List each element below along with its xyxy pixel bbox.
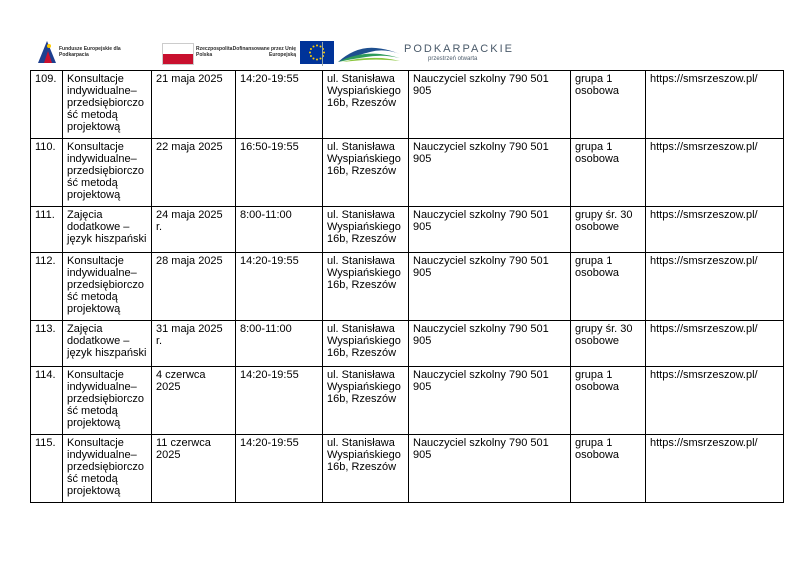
contact-cell: Nauczyciel szkolny 790 501 905 [409,367,571,435]
address-cell: ul. Stanisława Wyspiańskiego 16b, Rzeszów [323,367,409,435]
row-number: 112. [31,253,63,321]
row-number: 111. [31,207,63,253]
date-cell: 24 maja 2025 r. [152,207,236,253]
time-cell: 14:20-19:55 [236,367,323,435]
row-number: 114. [31,367,63,435]
activity-cell: Zajęcia dodatkowe – język hiszpański [63,207,152,253]
logo-separator [322,42,323,66]
group-cell: grupy śr. 30 osobowe [571,207,646,253]
table-row [31,435,784,503]
website-link[interactable]: https://smsrzeszow.pl/ [646,367,784,435]
website-link[interactable]: https://smsrzeszow.pl/ [646,435,784,503]
website-link[interactable]: https://smsrzeszow.pl/ [646,321,784,367]
group-cell: grupa 1 osobowa [571,71,646,139]
group-cell: grupa 1 osobowa [571,435,646,503]
date-cell: 4 czerwca 2025 [152,367,236,435]
table-row [31,367,784,435]
contact-cell: Nauczyciel szkolny 790 501 905 [409,253,571,321]
group-cell: grupa 1 osobowa [571,367,646,435]
fe-logo-text: Fundusze Europejskie dla Podkarpacia [59,46,121,58]
polish-flag-icon [162,43,194,65]
podkarpackie-tagline: przestrzeń otwarta [428,56,478,62]
row-number: 109. [31,71,63,139]
address-cell: ul. Stanisława Wyspiańskiego 16b, Rzeszów [323,71,409,139]
time-cell: 16:50-19:55 [236,139,323,207]
table-row [31,207,784,253]
eu-logo [232,38,342,68]
address-cell: ul. Stanisława Wyspiańskiego 16b, Rzeszów [323,435,409,503]
podkarpackie-logo [336,38,516,68]
group-cell: grupa 1 osobowa [571,253,646,321]
activity-cell: Konsultacje indywidualne–przedsiębiorczość metodą projektową [63,139,152,207]
eu-logo-text: Dofinansowane przez Unię Europejską [232,46,296,58]
rzeczpospolita-logo [162,38,233,68]
contact-cell: Nauczyciel szkolny 790 501 905 [409,139,571,207]
activity-cell: Zajęcia dodatkowe – język hiszpański [63,321,152,367]
podkarpackie-name: PODKARPACKIE [404,43,514,55]
activity-cell: Konsultacje indywidualne–przedsiębiorczość metodą projektową [63,253,152,321]
eu-star-icon [323,52,325,54]
activity-cell: Konsultacje indywidualne–przedsiębiorczość metodą projektową [63,71,152,139]
header-logos [36,38,516,68]
contact-cell: Nauczyciel szkolny 790 501 905 [409,71,571,139]
contact-cell: Nauczyciel szkolny 790 501 905 [409,321,571,367]
group-cell: grupy śr. 30 osobowe [571,321,646,367]
date-cell: 22 maja 2025 [152,139,236,207]
date-cell: 21 maja 2025 [152,71,236,139]
eu-star-icon [310,48,312,50]
contact-cell: Nauczyciel szkolny 790 501 905 [409,207,571,253]
rp-logo-text: Rzeczpospolita Polska [196,46,233,58]
fundusze-europejskie-logo [36,38,154,68]
eu-star-icon [310,55,312,57]
time-cell: 14:20-19:55 [236,71,323,139]
time-cell: 8:00-11:00 [236,321,323,367]
address-cell: ul. Stanisława Wyspiańskiego 16b, Rzeszów [323,139,409,207]
eu-star-icon [316,45,318,47]
address-cell: ul. Stanisława Wyspiańskiego 16b, Rzeszów [323,253,409,321]
website-link[interactable]: https://smsrzeszow.pl/ [646,253,784,321]
table-row [31,253,784,321]
address-cell: ul. Stanisława Wyspiańskiego 16b, Rzeszów [323,207,409,253]
schedule-table [30,70,784,503]
website-link[interactable]: https://smsrzeszow.pl/ [646,207,784,253]
address-cell: ul. Stanisława Wyspiańskiego 16b, Rzeszów [323,321,409,367]
eu-star-icon [313,45,315,47]
website-link[interactable]: https://smsrzeszow.pl/ [646,139,784,207]
contact-cell: Nauczyciel szkolny 790 501 905 [409,435,571,503]
table-row [31,139,784,207]
table-row [31,321,784,367]
row-number: 113. [31,321,63,367]
date-cell: 31 maja 2025 r. [152,321,236,367]
time-cell: 8:00-11:00 [236,207,323,253]
date-cell: 28 maja 2025 [152,253,236,321]
activity-cell: Konsultacje indywidualne–przedsiębiorczość metodą projektową [63,367,152,435]
table-row [31,71,784,139]
time-cell: 14:20-19:55 [236,253,323,321]
eu-star-icon [309,52,311,54]
website-link[interactable]: https://smsrzeszow.pl/ [646,71,784,139]
fe-mark-icon [38,41,56,63]
podkarpackie-wave-icon [336,42,402,64]
eu-star-icon [316,59,318,61]
activity-cell: Konsultacje indywidualne–przedsiębiorczość metodą projektową [63,435,152,503]
eu-flag-icon [300,41,334,64]
row-number: 115. [31,435,63,503]
group-cell: grupa 1 osobowa [571,139,646,207]
eu-star-icon [313,58,315,60]
row-number: 110. [31,139,63,207]
date-cell: 11 czerwca 2025 [152,435,236,503]
time-cell: 14:20-19:55 [236,435,323,503]
